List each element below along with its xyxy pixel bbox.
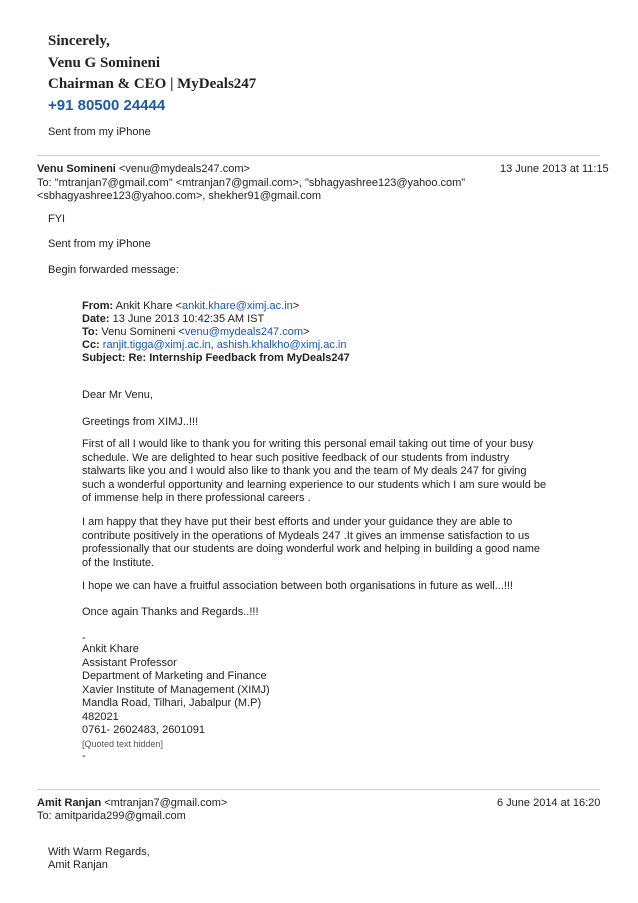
forward-from-email-link[interactable]: ankit.khare@ximj.ac.in: [181, 300, 293, 312]
letter-signature-line: Department of Marketing and Finance: [82, 670, 267, 682]
message-divider: [37, 155, 600, 156]
signature-phone[interactable]: +91 80500 24444: [48, 97, 166, 114]
message2-sender-name: Amit Ranjan: [37, 797, 102, 809]
forward-to: [82, 326, 309, 340]
letter-p1-line: stalwarts like you and I would also like to thank you and the team of My deals 247 for giving: [82, 465, 527, 477]
forward-to-name: Venu Somineni <: [101, 326, 185, 338]
letter-paragraph-3: I hope we can have a fruitful association between both organisations in future as well...!!!: [82, 580, 514, 592]
letter-p1-line: schedule. We are delighted to hear such positive feedback of our students from industry: [82, 451, 510, 464]
message1-sender-name: Venu Somineni: [37, 163, 116, 175]
letter-p1-line: of immense help in there professional careers .: [82, 492, 311, 504]
letter-p1-line: such a wonderful opportunity and learning experience to our students which I am sure would be: [82, 478, 547, 491]
message2-sender: [37, 796, 227, 810]
letter-salutation: Dear Mr Venu,: [82, 389, 153, 401]
letter-p2-line: I am happy that they have put their best efforts and under your guidance they are able to: [82, 516, 513, 528]
forward-cc-separator: ,: [210, 339, 217, 351]
letter-signature-line: Mandla Road, Tilhari, Jabalpur (M.P): [82, 697, 262, 709]
forward-subject: [82, 352, 350, 366]
letter-p2-line: contribute positively in the operations of Mydeals 247 .It gives an immense satisfaction to us: [82, 529, 530, 542]
message2-body-line: Amit Ranjan: [48, 859, 108, 871]
message1-sender-email: <venu@mydeals247.com>: [118, 163, 250, 175]
letter-p2-line: of the Institute.: [82, 556, 155, 569]
letter-dash: -: [82, 632, 86, 644]
message1-forward-intro: Begin forwarded message:: [48, 264, 179, 276]
forward-cc-label: Cc:: [82, 339, 100, 351]
forward-cc-email2-link[interactable]: ashish.khalkho@ximj.ac.in: [216, 339, 347, 351]
forward-to-email-link[interactable]: venu@mydeals247.com: [184, 326, 304, 338]
signature-sent-from: Sent from my iPhone: [48, 126, 151, 138]
letter-paragraph-4: Once again Thanks and Regards..!!!: [82, 606, 259, 618]
letter-signature-line: Xavier Institute of Management (XIMJ): [82, 683, 270, 696]
letter-signature-line: 0761- 2602483, 2601091: [82, 724, 205, 736]
message2-sender-email: <mtranjan7@gmail.com>: [104, 797, 228, 809]
forward-to-close: >: [303, 326, 310, 338]
quoted-text-hidden-link[interactable]: [Quoted text hidden]: [82, 739, 164, 749]
forward-from: [82, 300, 299, 314]
letter-p1-line: First of all I would like to thank you for writing this personal email taking out time of your busy: [82, 438, 534, 450]
letter-signature: [82, 643, 270, 738]
forward-from-close: >: [292, 300, 300, 312]
forward-subject-value: Re: Internship Feedback from MyDeals247: [128, 352, 350, 364]
message1-to-line1: To: "mtranjan7@gmail.com" <mtranjan7@gmail.com>, "sbhagyashree123@yahoo.com": [37, 177, 466, 189]
forward-date-value: 13 June 2013 10:42:35 AM IST: [112, 313, 265, 325]
message1-sent-from: Sent from my iPhone: [48, 238, 151, 250]
message1-fyi: FYI: [48, 213, 66, 225]
forward-date: [82, 313, 264, 327]
signature-closing: Sincerely,: [48, 33, 110, 49]
message-divider: [37, 789, 600, 790]
letter-signature-line: 482021: [82, 710, 119, 723]
signature-title: Chairman & CEO | MyDeals247: [48, 76, 257, 92]
letter-p2-line: professionally that our students are doing wonderful work and helping in building a good name: [82, 543, 541, 555]
message2-date: 6 June 2014 at 16:20: [497, 797, 601, 809]
letter-dash-end: -: [82, 750, 86, 762]
letter-paragraph-2: [82, 516, 540, 570]
forward-cc: [82, 339, 346, 353]
forward-cc-email1-link[interactable]: ranjit.tigga@ximj.ac.in: [102, 339, 211, 351]
message2-body-line: With Warm Regards,: [48, 846, 150, 858]
forward-to-label: To:: [82, 326, 99, 338]
forward-subject-label: Subject:: [82, 352, 126, 364]
letter-greeting: Greetings from XIMJ..!!!: [82, 416, 199, 428]
forward-from-name: Ankit Khare <: [115, 300, 182, 312]
letter-signature-line: Ankit Khare: [82, 643, 139, 655]
message1-to-line2: <sbhagyashree123@yahoo.com>, shekher91@gmail.com: [37, 190, 322, 202]
forward-from-label: From:: [82, 300, 114, 312]
message2-to: To: amitparida299@gmail.com: [37, 810, 186, 822]
forward-date-label: Date:: [82, 313, 110, 325]
message1-date: 13 June 2013 at 11:15: [500, 163, 609, 175]
signature-name: Venu G Somineni: [48, 55, 160, 71]
letter-paragraph-1: [82, 438, 546, 506]
letter-signature-line: Assistant Professor: [82, 656, 177, 669]
message1-sender: [37, 162, 250, 176]
